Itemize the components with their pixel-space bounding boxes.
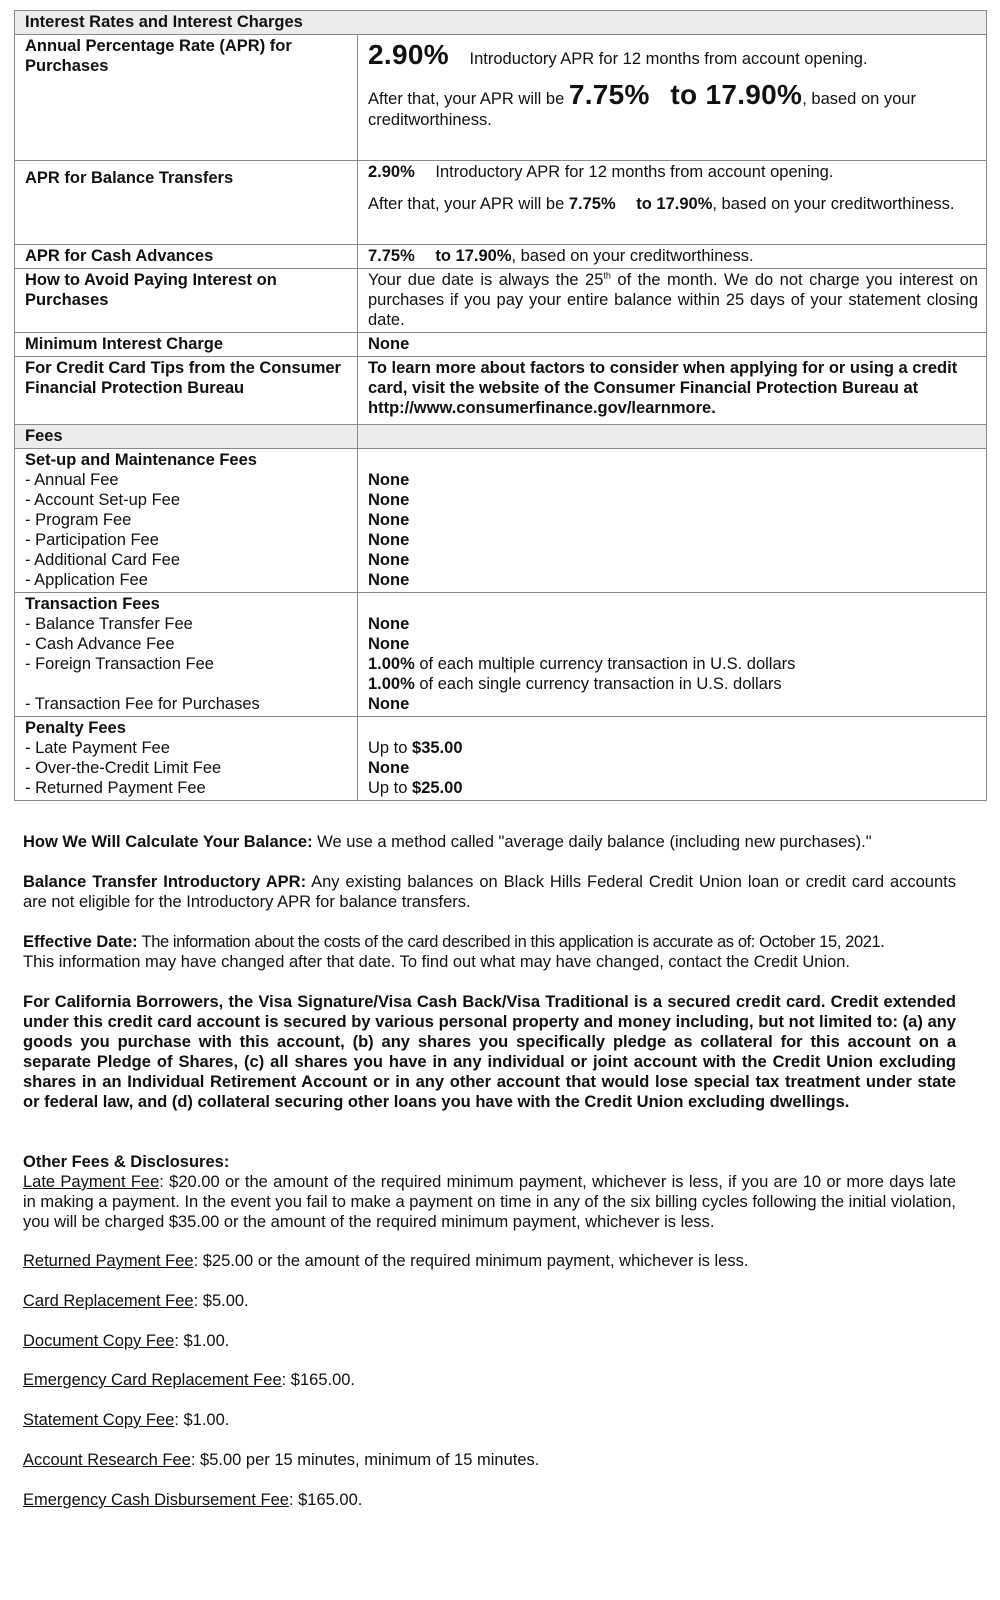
rate-high: to 17.90% [670, 79, 803, 110]
fee-value: None [368, 491, 410, 509]
fee-label: - Additional Card Fee [25, 551, 181, 569]
fee-name: Emergency Card Replacement Fee [23, 1371, 282, 1389]
fee-label: - Returned Payment Fee [25, 779, 206, 797]
rate-suffix: , based on your creditworthiness. [511, 247, 754, 265]
fee-value [368, 738, 978, 758]
row-label: How to Avoid Paying Interest on Purchases [15, 269, 358, 333]
row-label: For Credit Card Tips from the Consumer Financial Protection Bureau [15, 357, 358, 425]
fee-value [368, 778, 978, 798]
section-title: Fees [15, 425, 358, 449]
fee-label: - Account Set-up Fee [25, 491, 181, 509]
section-header-rates [15, 11, 987, 35]
row-value [358, 593, 987, 717]
returned-fee-paragraph [23, 1251, 956, 1271]
row-label-text: APR for Balance Transfers [25, 169, 234, 187]
fee-desc: of each multiple currency transaction in U.S. dollars [414, 655, 796, 673]
intro-text: Introductory APR for 12 months from account opening. [435, 163, 834, 181]
bt-intro-paragraph [23, 872, 956, 912]
after-prefix: After that, your APR will be [368, 195, 565, 213]
avoid-text-sup: th [603, 270, 611, 281]
fee-label: - Application Fee [25, 571, 148, 589]
paragraph-text: Any existing balances on Black Hills Federal Credit Union loan or credit card accounts are not eligible for the Introductory APR for balance transfers. [23, 873, 956, 911]
intro-rate: 2.90% [368, 163, 415, 181]
row-cfpb [15, 357, 987, 425]
fee-value: None [368, 531, 410, 549]
fee-label: - Over-the-Credit Limit Fee [25, 759, 222, 777]
row-apr-cash-advances [15, 245, 987, 269]
california-paragraph: For California Borrowers, the Visa Signature/Visa Cash Back/Visa Traditional is a secured credit card. Credit extended under this credit card account is secured by various personal property and money including, but not limited to: (a) any goods you purchase with this account, (b) any shares you specifically pledge as collateral for this account on a separate Pledge of Shares, (c) all shares you have in any individual or joint account with the Credit Union excluding shares in an Individual Retirement Account or in any other account that would lose special tax treatment under state or federal law, and (d) collateral securing other loans you have with the Credit Union excluding dwellings. [23, 993, 956, 1111]
rate-high: to 17.90% [435, 247, 512, 265]
row-value [358, 269, 987, 333]
fee-name: Document Copy Fee [23, 1332, 175, 1350]
paragraph-heading: Effective Date: [23, 933, 138, 951]
other-fees-heading: Other Fees & Disclosures: [23, 1153, 230, 1171]
row-penalty-fees [15, 717, 987, 801]
effective-date-paragraph [23, 932, 956, 972]
statement-copy-paragraph [23, 1410, 956, 1430]
fee-label: - Cash Advance Fee [25, 635, 175, 653]
group-heading: Penalty Fees [25, 719, 126, 737]
row-transaction-fees [15, 593, 987, 717]
fee-desc: of each single currency transaction in U.S. dollars [414, 675, 782, 693]
row-apr-purchases [15, 35, 987, 161]
paragraph-text: The information about the costs of the card described in this application is accurate as of: October 15, 2021. [137, 933, 885, 951]
row-label: Minimum Interest Charge [15, 333, 358, 357]
row-label: APR for Cash Advances [15, 245, 358, 269]
row-setup-fees [15, 449, 987, 593]
fee-value: None [368, 615, 410, 633]
fee-name: Emergency Cash Disbursement Fee [23, 1491, 289, 1509]
fee-pct: 1.00% [368, 675, 415, 693]
row-label: Annual Percentage Rate (APR) for Purchases [15, 35, 358, 161]
balance-calc-paragraph [23, 832, 956, 852]
fee-value: None [368, 635, 410, 653]
section-header-fees [15, 425, 987, 449]
emergency-card-paragraph [23, 1370, 956, 1390]
fee-label: - Participation Fee [25, 531, 159, 549]
paragraph-heading: Balance Transfer Introductory APR: [23, 873, 307, 891]
emergency-cash-paragraph [23, 1490, 956, 1510]
fee-label: - Transaction Fee for Purchases [25, 695, 260, 713]
fee-text: : $5.00. [193, 1292, 249, 1310]
row-value: None [358, 333, 987, 357]
fee-name: Returned Payment Fee [23, 1252, 194, 1270]
row-label [15, 593, 358, 717]
fee-label: - Program Fee [25, 511, 132, 529]
row-minimum-interest [15, 333, 987, 357]
row-value [358, 717, 987, 801]
fee-text: : $1.00. [174, 1411, 230, 1429]
fee-value: None [368, 759, 410, 777]
fee-name: Statement Copy Fee [23, 1411, 175, 1429]
row-value [358, 161, 987, 245]
fee-text: : $20.00 or the amount of the required minimum payment, whichever is less, if you are 10 or more days late in making a payment. In the event you fail to make a payment on time in any of the six billing cycles following the initial violation, you will be charged $35.00 or the amount of the required minimum payment, whichever is less. [23, 1173, 956, 1231]
fee-text: : $5.00 per 15 minutes, minimum of 15 minutes. [190, 1451, 540, 1469]
section-title: Interest Rates and Interest Charges [15, 11, 987, 35]
fee-amount: $25.00 [412, 779, 463, 797]
fee-value [368, 674, 978, 694]
fee-prefix: Up to [368, 779, 413, 797]
document-copy-paragraph [23, 1331, 956, 1351]
fee-prefix: Up to [368, 739, 413, 757]
fee-pct: 1.00% [368, 655, 415, 673]
fee-value: None [368, 551, 410, 569]
fee-value [368, 654, 978, 674]
paragraph-heading: How We Will Calculate Your Balance: [23, 833, 313, 851]
section-blank [358, 425, 987, 449]
fee-value: None [368, 511, 410, 529]
row-avoid-interest [15, 269, 987, 333]
fee-label: - Foreign Transaction Fee [25, 655, 214, 673]
card-replacement-paragraph [23, 1291, 956, 1311]
row-value [358, 245, 987, 269]
fee-value: None [368, 471, 410, 489]
row-apr-balance-transfers [15, 161, 987, 245]
fee-name: Late Payment Fee [23, 1173, 160, 1191]
rate-low: 7.75% [568, 195, 616, 213]
row-value [358, 35, 987, 161]
fee-name: Card Replacement Fee [23, 1292, 194, 1310]
account-research-paragraph [23, 1450, 956, 1470]
intro-rate: 2.90% [368, 39, 449, 70]
fee-label: - Annual Fee [25, 471, 119, 489]
late-fee-paragraph [23, 1172, 956, 1232]
fee-label: - Late Payment Fee [25, 739, 170, 757]
row-value: To learn more about factors to consider when applying for or using a credit card, visit the website of the Consumer Financial Protection Bureau at http://www.consumerfinance.gov/learnmore. [358, 357, 987, 425]
intro-text: Introductory APR for 12 months from account opening. [469, 50, 868, 68]
fee-label: - Balance Transfer Fee [25, 615, 193, 633]
fee-text: : $25.00 or the amount of the required minimum payment, whichever is less. [193, 1252, 749, 1270]
row-label [15, 161, 358, 245]
rate-high: to 17.90% [636, 195, 713, 213]
row-value [358, 449, 987, 593]
paragraph-text-2: This information may have changed after that date. To find out what may have changed, contact the Credit Union. [23, 953, 851, 971]
fee-text: : $165.00. [281, 1371, 356, 1389]
fee-value: None [368, 571, 410, 589]
after-suffix: , based on your creditworthiness. [368, 90, 916, 129]
rates-fees-table [14, 10, 987, 801]
after-suffix: , based on your creditworthiness. [712, 195, 955, 213]
fee-value: None [368, 695, 410, 713]
rate-low: 7.75% [368, 247, 415, 265]
row-label [15, 717, 358, 801]
fee-amount: $35.00 [412, 739, 463, 757]
avoid-text-b: of the month. We do not charge you interest on purchases if you pay your entire balance within 25 days of your statement closing date. [368, 271, 978, 329]
group-heading: Set-up and Maintenance Fees [25, 451, 257, 469]
row-label [15, 449, 358, 593]
avoid-text-a: Your due date is always the 25 [368, 271, 604, 289]
fee-text: : $165.00. [288, 1491, 363, 1509]
fee-name: Account Research Fee [23, 1451, 191, 1469]
paragraph-text: We use a method called "average daily balance (including new purchases)." [312, 833, 872, 851]
rate-low: 7.75% [568, 79, 650, 110]
group-heading: Transaction Fees [25, 595, 160, 613]
after-prefix: After that, your APR will be [368, 90, 565, 108]
fee-text: : $1.00. [174, 1332, 230, 1350]
